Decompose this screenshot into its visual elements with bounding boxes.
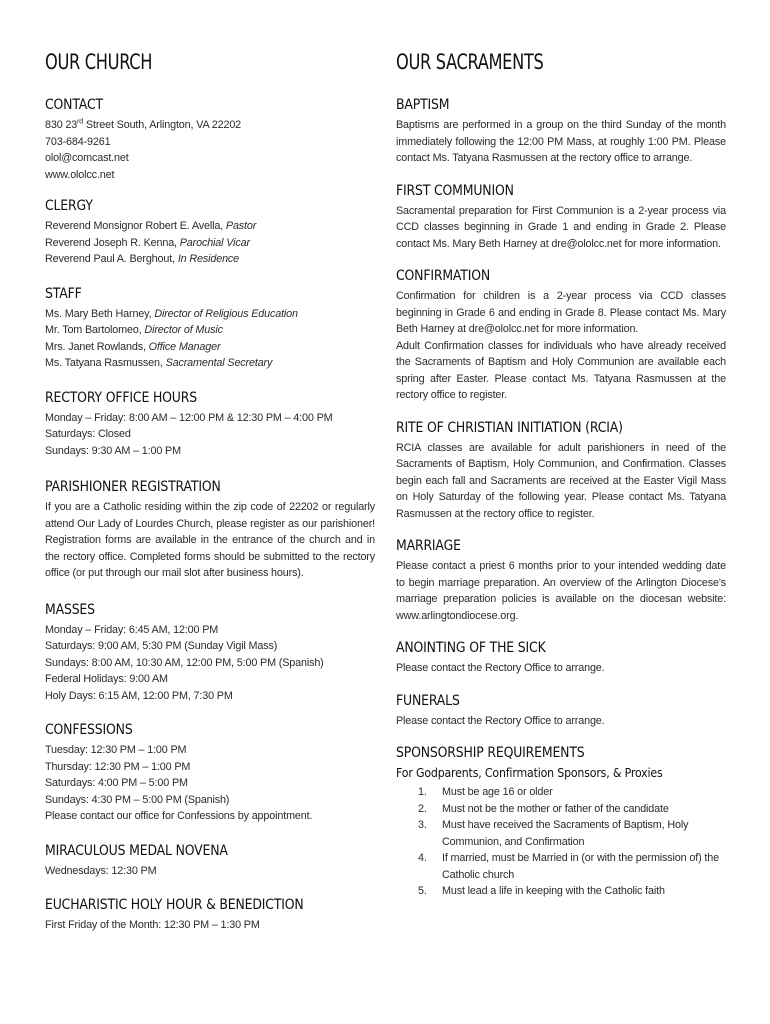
office-hours-heading: RECTORY OFFICE HOURS xyxy=(45,389,197,406)
confirmation-heading: CONFIRMATION xyxy=(396,268,491,284)
clergy-member: Reverend Joseph R. Kenna, Parochial Vicar xyxy=(45,236,250,249)
baptism-heading: BAPTISM xyxy=(396,97,450,113)
staff-member: Ms. Tatyana Rasmussen, Sacramental Secretary xyxy=(45,357,273,369)
our-church-title: OUR CHURCH xyxy=(45,50,153,74)
confession-time-line: Thursday: 12:30 PM – 1:00 PM xyxy=(45,760,191,773)
list-item: 2. Must not be the mother or father of the candidate xyxy=(418,802,669,815)
staff-heading: STAFF xyxy=(45,285,82,302)
confirmation-children-text: Confirmation for children is a 2-year process via CCD classes beginning in Grade 6 and ending in Grade 8. Please contact Ms. Mary Beth Harney at dre@ololcc.net for more information. xyxy=(396,290,726,335)
baptism-section xyxy=(396,96,726,167)
masses-heading: MASSES xyxy=(45,601,95,618)
mass-time-line: Saturdays: 9:00 AM, 5:30 PM (Sunday Vigil Mass) xyxy=(45,640,278,652)
marriage-section xyxy=(396,537,726,624)
staff-section xyxy=(45,285,375,372)
funerals-heading: FUNERALS xyxy=(396,692,460,709)
baptism-text: Baptisms are performed in a group on the third Sunday of the month immediately following the 12:00 PM Mass, at roughly 1:00 PM. Please contact Ms. Tatyana Rasmussen at the rectory office to arrange. xyxy=(396,119,726,164)
clergy-heading: CLERGY xyxy=(45,198,93,214)
confession-time-line: Tuesday: 12:30 PM – 1:00 PM xyxy=(45,744,187,756)
anointing-heading: ANOINTING OF THE SICK xyxy=(396,640,546,656)
staff-member: Mrs. Janet Rowlands, Office Manager xyxy=(45,340,221,353)
church-phone: 703-684-9261 xyxy=(45,135,111,148)
mass-time-line: Federal Holidays: 9:00 AM xyxy=(45,673,168,685)
anointing-text: Please contact the Rectory Office to arrange. xyxy=(396,662,605,674)
first-communion-heading: FIRST COMMUNION xyxy=(396,182,514,199)
our-sacraments-column xyxy=(396,50,726,917)
confession-time-line: Saturdays: 4:00 PM – 5:00 PM xyxy=(45,777,188,789)
novena-time-line: Wednesdays: 12:30 PM xyxy=(45,864,157,877)
mass-time-line: Monday – Friday: 6:45 AM, 12:00 PM xyxy=(45,623,219,636)
marriage-text: Please contact a priest 6 months prior to your intended wedding date to begin marriage preparation. An overview of the Arlington Diocese's marriage preparation policies is available on the diocesan website: www.arlingtondiocese.org. xyxy=(396,560,726,622)
marriage-heading: MARRIAGE xyxy=(396,538,461,554)
first-communion-text: Sacramental preparation for First Communion is a 2-year process via CCD classes beginning in Grade 1 and ending in Grade 2. Please contact Ms. Mary Beth Harney at dre@ololcc.net for more information. xyxy=(396,204,726,250)
list-item: 3. Must have received the Sacraments of Baptism, Holy Communion, and Confirmation xyxy=(418,819,689,848)
registration-section xyxy=(45,478,375,582)
office-hours-section xyxy=(45,389,375,460)
list-item: 1. Must be age 16 or older xyxy=(418,786,553,798)
first-communion-section xyxy=(396,182,726,253)
registration-text: If you are a Catholic residing within the zip code of 22202 or regularly attend Our Lady of Lourdes Church, please register as our parishioner! Registration forms are available in the entrance of the church and in the rectory office. Completed forms should be submitted to the rectory office (or put through our mail slot after business hours). xyxy=(45,501,375,579)
confessions-heading: CONFESSIONS xyxy=(45,722,133,738)
holy-hour-time-line: First Friday of the Month: 12:30 PM – 1:30 PM xyxy=(45,919,260,931)
confirmation-adult-text: Adult Confirmation classes for individuals who have already received the Sacraments of Baptism and Holy Communion are available each spring after Easter. Please contact Ms. Tatyana Rasmussen at the rectory office to register. xyxy=(396,339,726,401)
confession-time-line: Sundays: 4:30 PM – 5:00 PM (Spanish) xyxy=(45,793,230,806)
confirmation-section xyxy=(396,267,726,404)
clergy-member: Reverend Monsignor Robert E. Avella, Pastor xyxy=(45,220,257,232)
sponsorship-requirements-list xyxy=(396,784,726,900)
novena-section xyxy=(45,842,375,880)
office-hours-line: Sundays: 9:30 AM – 1:00 PM xyxy=(45,444,181,457)
holy-hour-heading: EUCHARISTIC HOLY HOUR & BENEDICTION xyxy=(45,897,304,913)
confession-time-line: Please contact our office for Confessions by appointment. xyxy=(45,810,313,822)
office-hours-line: Monday – Friday: 8:00 AM – 12:00 PM & 12:30 PM – 4:00 PM xyxy=(45,411,333,424)
confessions-section xyxy=(45,721,375,825)
staff-member: Mr. Tom Bartolomeo, Director of Music xyxy=(45,324,223,336)
sponsorship-heading: SPONSORSHIP REQUIREMENTS xyxy=(396,745,585,761)
church-website[interactable]: www.ololcc.net xyxy=(45,168,115,181)
holy-hour-section xyxy=(45,896,375,934)
registration-heading: PARISHIONER REGISTRATION xyxy=(45,479,221,495)
office-hours-line: Saturdays: Closed xyxy=(45,428,131,440)
clergy-member: Reverend Paul A. Berghout, In Residence xyxy=(45,253,240,265)
sponsorship-subheading: For Godparents, Confirmation Sponsors, & Proxies xyxy=(396,765,663,780)
masses-section xyxy=(45,601,375,705)
list-item: 5. Must lead a life in keeping with the Catholic faith xyxy=(418,885,665,897)
rcia-text: RCIA classes are available for adult parishioners in need of the Sacraments of Baptism, Holy Communion, and Confirmation. Classes begin each fall and Sacraments are received at the Easter Vigil Mass on Holy Saturday of the following year. Please contact Ms. Tatyana Rasmussen at the rectory office to register. xyxy=(396,441,726,520)
our-sacraments-title: OUR SACRAMENTS xyxy=(396,50,544,74)
list-item: 4. If married, must be Married in (or with the permission of) the Catholic church xyxy=(418,852,719,881)
clergy-section xyxy=(45,197,375,268)
our-church-column xyxy=(45,50,375,951)
sponsorship-section xyxy=(396,744,726,900)
staff-member: Ms. Mary Beth Harney, Director of Religious Education xyxy=(45,307,298,320)
rcia-section xyxy=(396,419,726,523)
mass-time-line: Sundays: 8:00 AM, 10:30 AM, 12:00 PM, 5:00 PM (Spanish) xyxy=(45,656,324,669)
funerals-text: Please contact the Rectory Office to arrange. xyxy=(396,714,605,727)
novena-heading: MIRACULOUS MEDAL NOVENA xyxy=(45,842,228,859)
church-email[interactable]: olol@comcast.net xyxy=(45,152,129,164)
church-address: 830 23rd Street South, Arlington, VA 22202 xyxy=(45,118,242,131)
funerals-section xyxy=(396,692,726,730)
contact-section xyxy=(45,96,375,183)
mass-time-line: Holy Days: 6:15 AM, 12:00 PM, 7:30 PM xyxy=(45,689,233,702)
anointing-section xyxy=(396,639,726,677)
rcia-heading: RITE OF CHRISTIAN INITIATION (RCIA) xyxy=(396,419,623,436)
contact-heading: CONTACT xyxy=(45,97,103,113)
